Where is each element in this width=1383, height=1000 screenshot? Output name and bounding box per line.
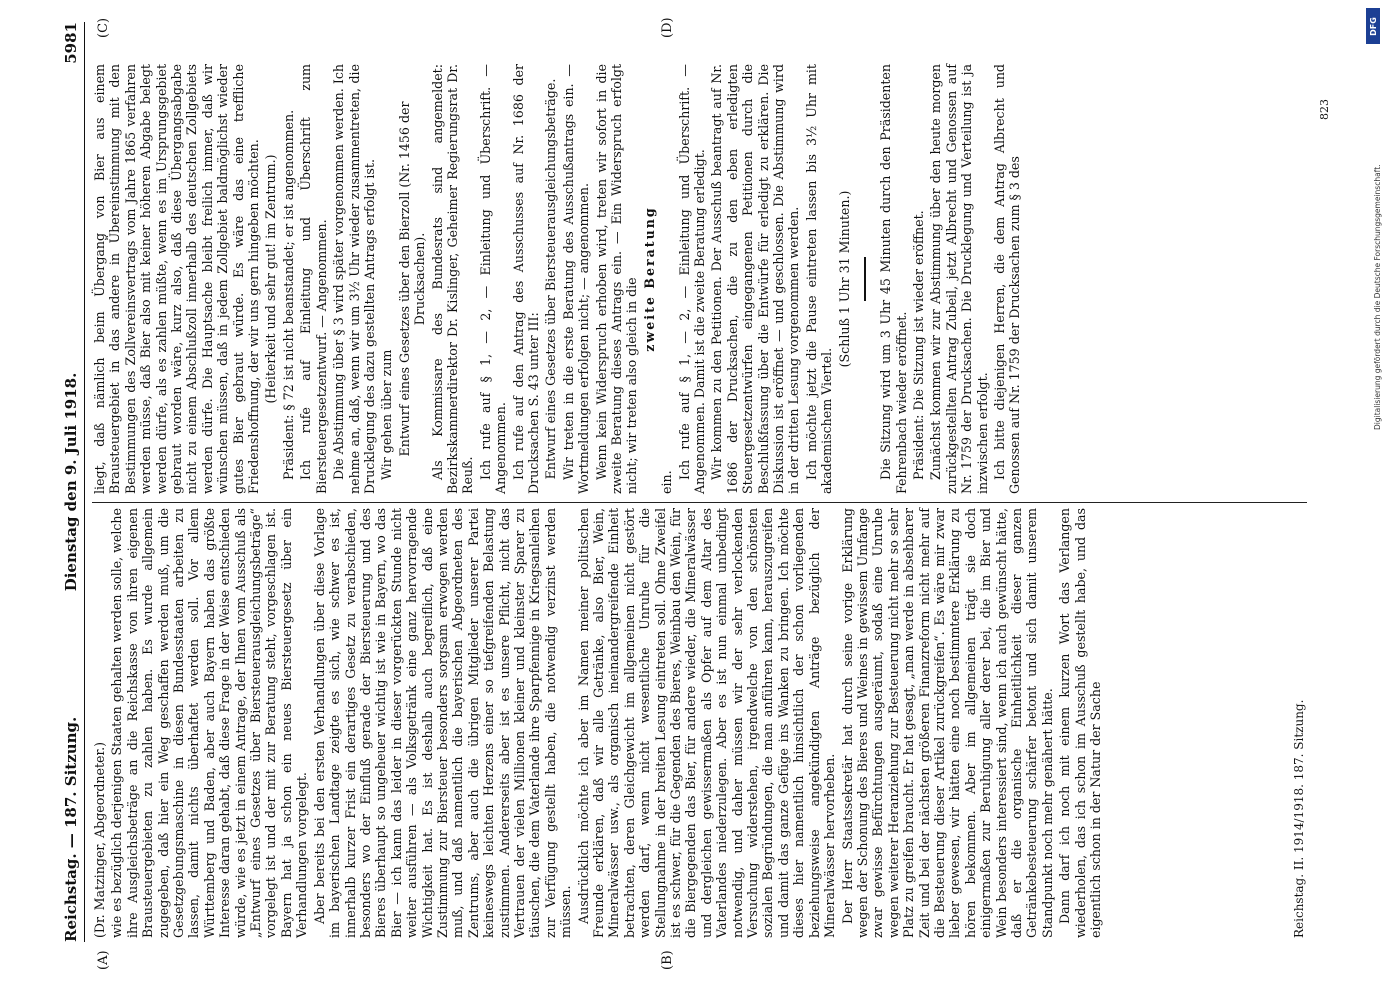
dfg-logo-icon: DFG — [1366, 8, 1380, 44]
paragraph: Ich rufe auf § 1, — 2, — Einleitung und Überschrift. — Angenommen. Damit ist die zweite Beratung erledigt. — [676, 64, 708, 494]
agenda-item: Entwurf eines Gesetzes über den Bierzoll (Nr. 1456 der Drucksachen). — [396, 101, 428, 457]
margin-marker-d: (D) — [660, 17, 675, 38]
paragraph: Ich rufe auf Einleitung und Überschrift zum Biersteuergesetzentwurf. — Angenommen. — [298, 64, 329, 494]
section-rule — [864, 257, 866, 301]
paragraph: Ich rufe auf § 1, — 2, — Einleitung und Überschrift. — Angenommen. — [477, 64, 509, 494]
paragraph: Präsident: Die Sitzung ist wieder eröffnet. — [910, 210, 926, 480]
paragraph: Wir kommen zu den Petitionen. Der Ausschuß beantragt auf Nr. 1686 der Drucksachen, die zu den eben erledigten Steuergesetzentwürfen eingegangenen Petitionen durch die Beschlußfassung über die Entwürfe für erledigt zu erklären. Die Diskussion ist eröffnet — und geschlossen. Die Abstimmung wird in der dritten Lesung vorgenommen werden. — [709, 64, 802, 494]
paragraph: Ausdrücklich möchte ich aber im Namen meiner politischen Freunde erklären, daß wir alle Getränke, also Bier, Wein, Mineralwässer usw., als organisch ineinandergreifende Einheit betrachten, deren Gleichgewicht im allgemeinen nicht gestört werden darf, wenn nicht wesentliche Unruhe für die Stellungnahme in der breiten Lesung eintreten soll. Ohne Zweifel ist es schwer, für die Gegenden des Bieres, Weinbau den Wein, für die Biergegenden das Bier, für andere wieder, die Mineralwässer und dergleichen gewissermaßen als Opfer auf dem Altar des Vaterlandes niederzulegen. Aber es ist nun einmal unbedingt notwendig, und daher müssen wir der sehr verlockenden Versuchung widerstehen, irgendwelche von den schönsten sozialen Begründungen, die man anführen kann, herauszugreifen und damit das ganze Gefüge ins Wanken zu bringen. Ich möchte dieses hier namentlich hinsichtlich der schon vorliegenden beziehungsweise angekündigten Anträge bezüglich der Mineralwässer hervorheben. — [575, 508, 838, 938]
agenda-item: Entwurf eines Gesetzes über Biersteuerausgleichungsbeträge. — [543, 78, 559, 480]
paragraph: Ich rufe auf den Antrag des Ausschusses auf Nr. 1686 der Drucksachen S. 43 unter III: — [510, 64, 541, 494]
paragraph: Dann darf ich noch mit einem kurzen Wort das Verlangen wiederholen, das ich schon im Ausschuß gestellt habe, und das eigentlich schon in der Natur der Sache — [1057, 508, 1103, 938]
paragraph: Zunächst kommen wir zur Abstimmung über den heute morgen zurückgestellten Antrag Zubeil, jetzt Albrecht und Genossen auf Nr. 1759 der Drucksachen. Die Drucklegung und Verteilung ist ja inzwischen erfolgt. — [928, 64, 990, 494]
speaker-attribution: (Dr. Matzinger, Abgeordneter.) — [92, 741, 107, 938]
page-footer: Reichstag. II. 1914/1918. 187. Sitzung. — [1292, 699, 1306, 938]
paragraph: wie es bezüglich derjenigen Staaten gehalten werden solle, welche ihre Ausgleichsbeträge an die Reichskasse von ihren eigenen Brausteuergebieten zu zahlen haben. Es wurde allgemein zugegeben, daß hier ein Weg geschaffen werden muß, um die Gesetzgebungsmaschine in diesen Bundesstaaten arbeiten zu lassen, damit nichts überhaftet werden soll. Vor allem Württemberg und Baden, aber auch Bayern haben das größte Interesse daran gehabt, daß diese Frage in der Weise entschieden würde, wie es jetzt in einem Antrage, der Ihnen vom Ausschuß als „Entwurf eines Gesetzes über Biersteuerausgleichungsbeträge“ vorgelegt ist und der mit zur Beratung steht, vorgeschlagen ist. Bayern hat ja schon ein neues Biersteuergesetz über ein Verhandlungen vorgelegt. — [109, 508, 310, 938]
header-date: Dienstag den 9. Juli 1918. — [62, 372, 80, 592]
paragraph: Als Kommissare des Bundesrats sind angemeldet: Bezirkskammerdirektor Dr. Kislinger, Geheimer Regierungsrat Dr. Reuß. — [429, 64, 476, 494]
paragraph: liegt, daß nämlich beim Übergang von Bier aus einem Brausteuergebiet in das andere in Übereinstimmung mit den Bestimmungen des Zollvereinsvertrags vom Jahre 1865 verfahren werden müsse, daß Bier also mit keiner höheren Abgabe belegt werden dürfe, als es zahlen müßte, wenn es im Ursprungsgebiet gebraut worden wäre, kurz also, daß diese Übergangsabgabe nicht zu einem Abschlußzoll innerhalb des deutschen Zollgebiets werden dürfe. Die Hauptsache bleibt freilich immer, daß wir wünschen müssen, daß in jedem Zollgebiet baldmöglichst wieder gutes Bier gebraut würde. Es wäre das eine treffliche Friedenshoffnung, der wir uns gern hingeben möchten. — [92, 64, 262, 494]
paragraph: Wir treten in die erste Beratung des Ausschußantrags ein. — Wortmeldungen erfolgen nicht; — angenommen. — [560, 64, 592, 494]
margin-marker-c: (C) — [96, 17, 111, 38]
folio-number: 823 — [1318, 99, 1331, 120]
left-column — [92, 508, 1105, 938]
margin-marker-a: (A) — [96, 950, 111, 970]
paragraph: Ich bitte diejenigen Herren, die dem Antrag Albrecht und Genossen auf Nr. 1759 der Drucksachen zum § 3 des — [991, 64, 1023, 494]
right-column — [92, 64, 1025, 494]
interjection: (Heiterkeit und sehr gut! im Zentrum.) — [263, 154, 279, 404]
running-header — [58, 22, 85, 942]
paragraph: Präsident: § 72 ist nicht beanstandet; er ist angenommen. — [280, 109, 296, 480]
paragraph: Ich möchte jetzt die Pause eintreten lassen bis 3½ Uhr mit akademischem Viertel. — [803, 64, 835, 494]
header-left: Reichstag. — 187. Sitzung. — [62, 716, 80, 942]
paragraph: ein. — [659, 470, 675, 494]
column-divider — [92, 502, 1307, 503]
dfg-side-strip — [1364, 0, 1383, 1000]
paragraph: Wenn kein Widerspruch erhoben wird, treten wir sofort in die zweite Beratung dieses Antrags ein. — Ein Widerspruch erfolgt nicht; wir treten also gleich in die — [593, 64, 640, 494]
paragraph: Aber bereits bei den ersten Verhandlungen über diese Vorlage im bayerischen Landtage zeigte es sich, wie schwer es ist, innerhalb kurzer Frist ein derartiges Gesetz zu verabschieden, besonders wo der Einfluß gerade der Biersteuerung und des Bieres überhaupt so ungeheuer wichtig ist wie in Bayern, wo das Bier — ich kann das leider in dieser vorgerückten Stunde nicht weiter ausführen — als Volksgetränk eine ganz hervorragende Wichtigkeit hat. Es ist deshalb auch begreiflich, daß eine Zustimmung zur Biersteuer besonders sorgsam erwogen werden muß, und daß namentlich die bayerischen Abgeordneten des Zentrums, aber auch die übrigen Mitglieder unserer Partei keineswegs leichten Herzens einer so tiefgreifenden Belastung zustimmen. Andererseits aber ist es unsere Pflicht, nicht das Vertrauen der vielen Millionen kleiner und kleinster Sparer zu täuschen, die dem Vaterlande ihre Sparpfennige in Kriegsanleihen zur Verfügung gestellt haben, die notwendig verzinst werden müssen. — [311, 508, 574, 938]
page-number: 5981 — [62, 22, 80, 64]
session-break: (Schluß 1 Uhr 31 Minuten.) — [836, 190, 852, 368]
margin-marker-b: (B) — [660, 950, 675, 970]
paragraph: Die Abstimmung über § 3 wird später vorgenommen werden. Ich nehme an, daß, wenn wir um 3½ Uhr wieder zusammentreten, die Drucklegung des dazu gestellten Antrags erfolgt ist. — [331, 64, 377, 494]
paragraph: Wir gehen über zum — [379, 349, 395, 480]
funding-note: Digitalisierung gefördert durch die Deutsche Forschungsgemeinschaft. — [1373, 164, 1382, 430]
paragraph: Die Sitzung wird um 3 Uhr 45 Minuten durch den Präsidenten Fehrenbach wieder eröffnet. — [878, 64, 909, 494]
paragraph: Der Herr Staatssekretär hat durch seine vorige Erklärung wegen der Schonung des Bieres und Weines in gewissem Umfange zwar gewisse Befürchtungen ausgeräumt, sodaß eine Unruhe wegen weiterer Heranziehung zur Besteuerung nicht mehr so sehr Platz zu greifen braucht. Er hat gesagt, „man werde in absehbarer Zeit und bei der nächsten größeren Finanzreform nicht mehr auf die Besteuerung dieser Artikel zurückgreifen“. Es wäre mir zwar lieber gewesen, wir hätten eine noch bestimmtere Erklärung zu hören bekommen. Aber im allgemeinen trägt sie doch einigermaßen zur Beruhigung aller derer bei, die im Bier und Wein besonders interessiert sind, wenn ich auch gewünscht hätte, daß er die organische Einheitlichkeit dieser ganzen Getränkebesteuerung schärfer betont und sich damit unserem Standpunkt noch mehr genähert hätte. — [839, 508, 1055, 938]
section-heading: zweite Beratung — [641, 206, 657, 352]
